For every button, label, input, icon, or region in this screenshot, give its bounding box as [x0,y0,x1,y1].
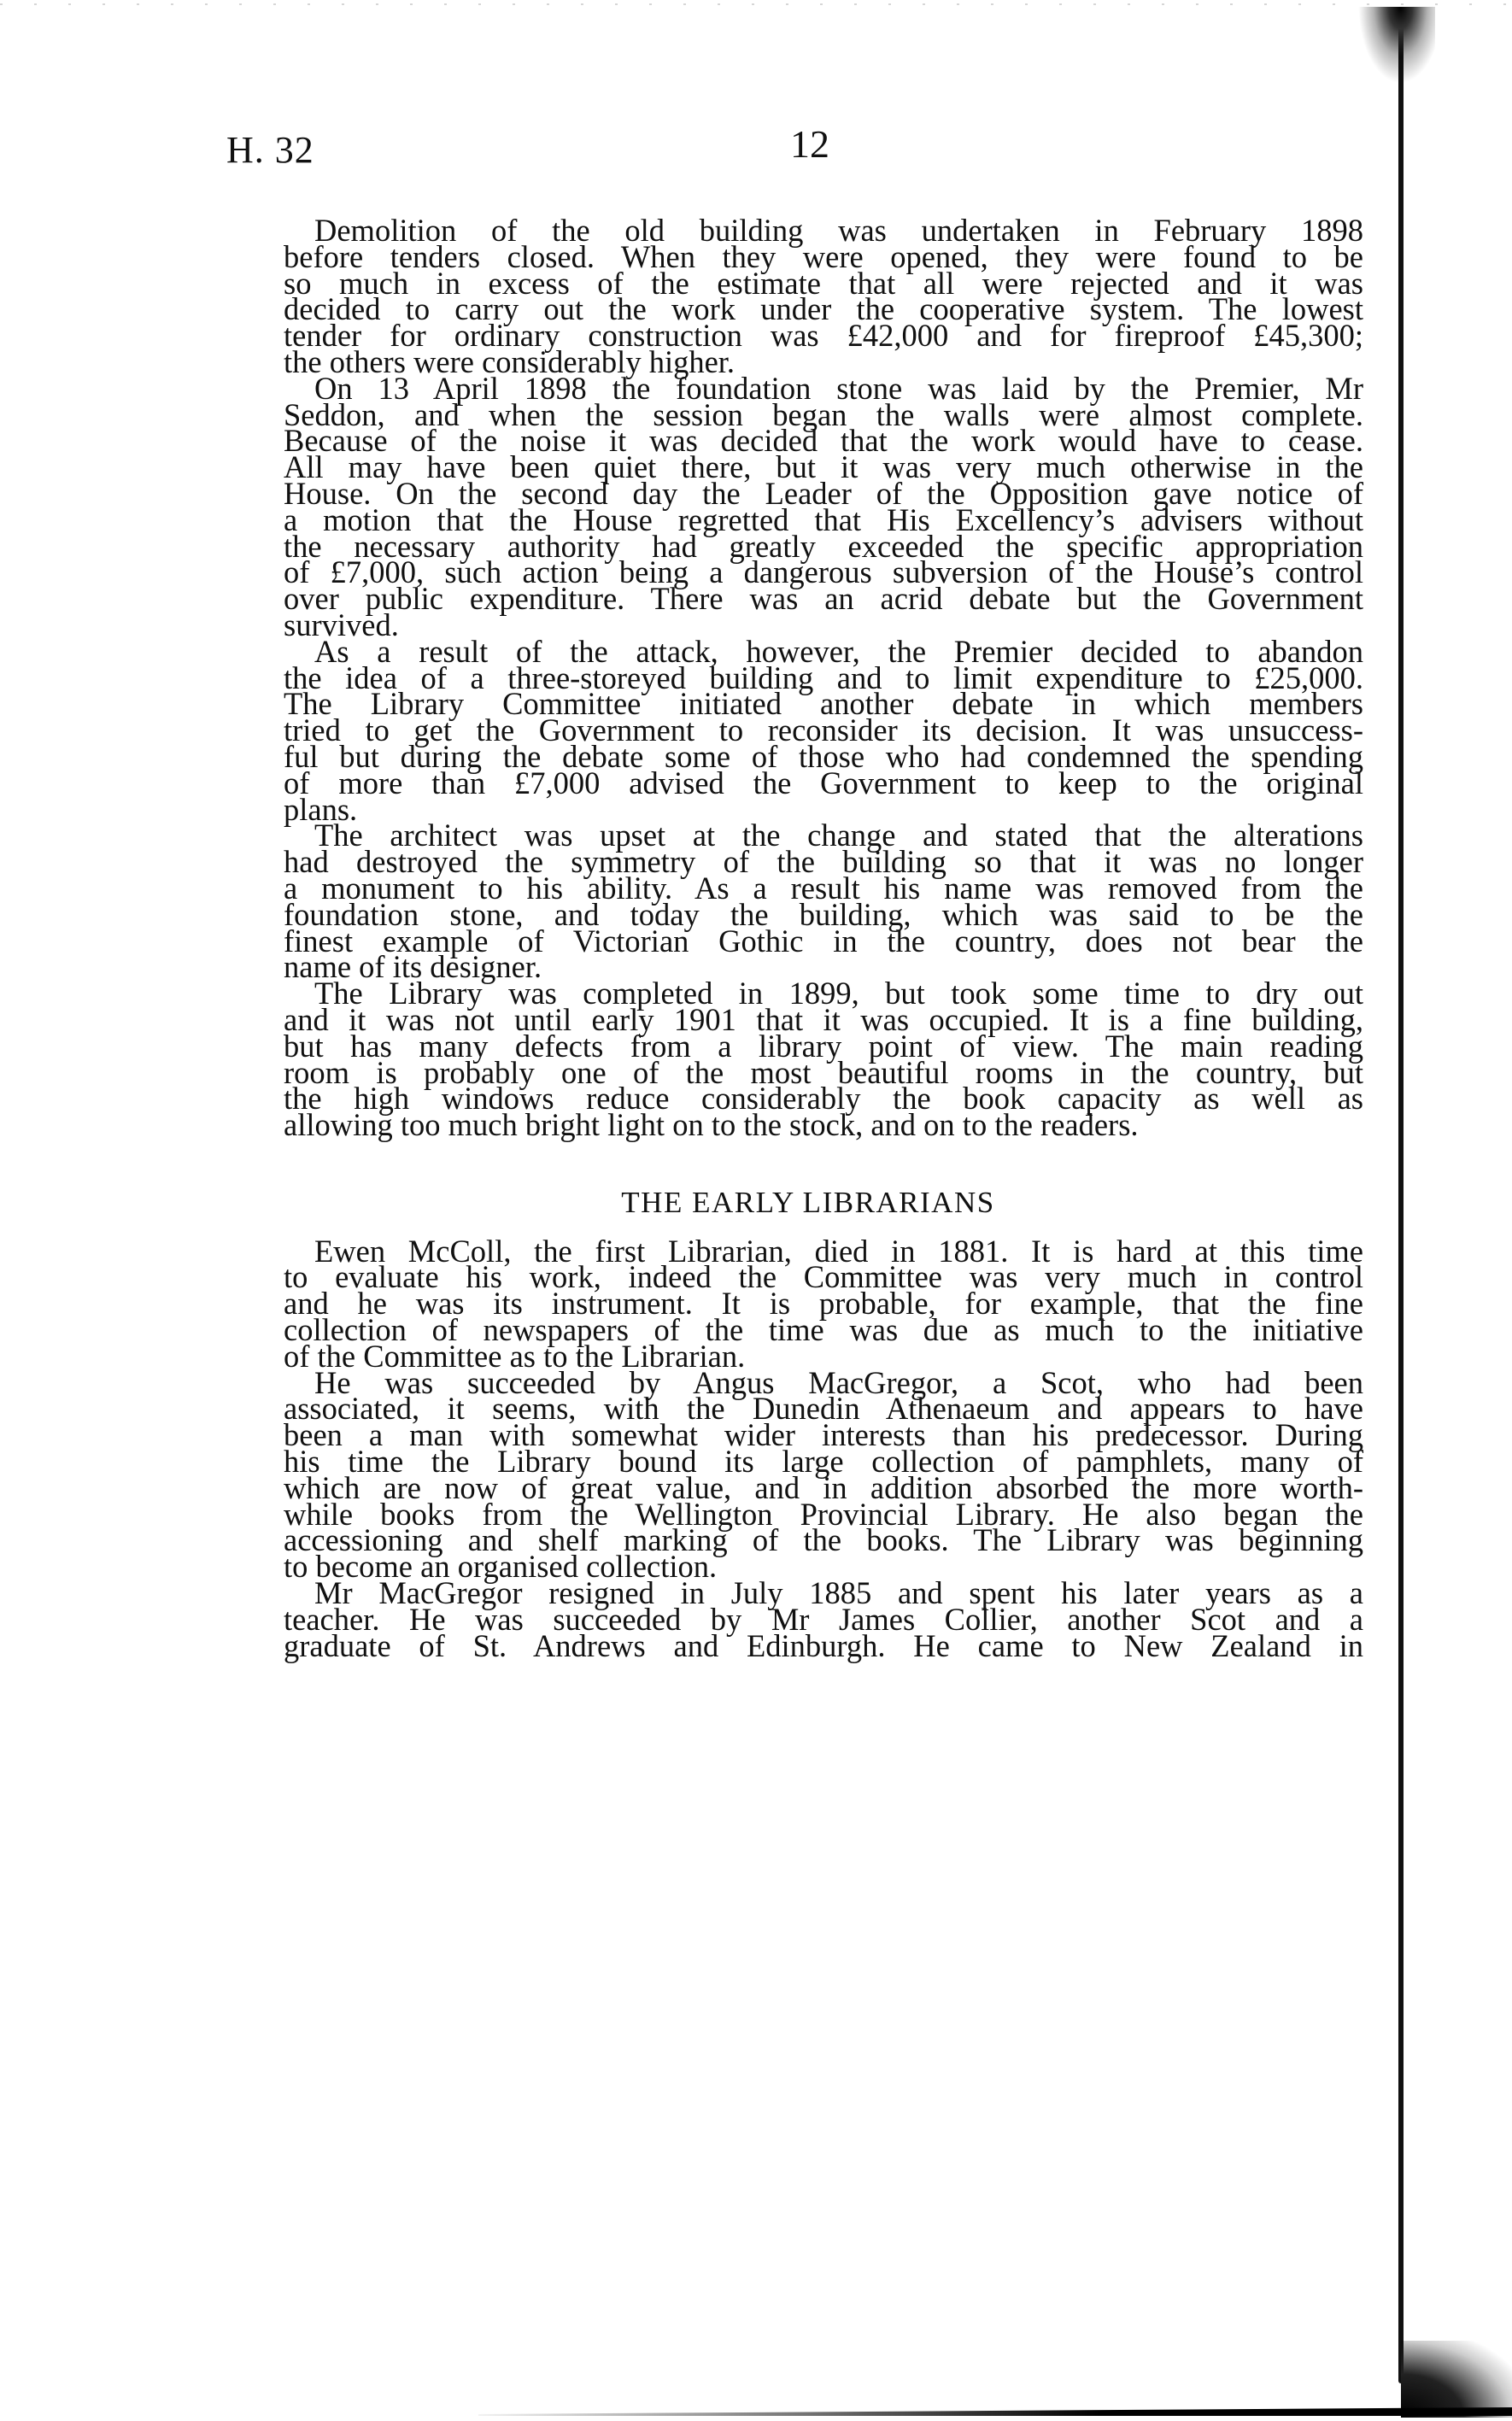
paragraph [253,1364,1363,1585]
text-line: while books from the Wellington Provincial Library. He also began the [284,1496,1363,1532]
text-line: room is probably one of the most beautiful rooms in the country, but [284,1054,1363,1090]
text-line: the necessary authority had greatly exceeded the specific appropriation [284,528,1363,564]
text-line: As a result of the attack, however, the Premier decided to abandon [314,633,1363,669]
text-line: tried to get the Government to reconsider its decision. It was unsuccess- [284,712,1363,748]
text-line: a motion that the House regretted that His Excellency’s advisers without [284,501,1363,537]
text-line: but has many defects from a library point of view. The main reading [284,1028,1363,1064]
text-line: survived. [284,607,399,642]
body-text [253,213,1363,1663]
text-line: of the Committee as to the Librarian. [284,1338,746,1374]
text-line: the high windows reduce considerably the book capacity as well as [284,1081,1363,1117]
text-line: plans. [284,791,358,827]
text-line: to evaluate his work, indeed the Committee was very much in control [284,1259,1363,1295]
page-bottom-edge [478,2407,1512,2416]
text-line: which are now of great value, and in addition absorbed the more worth- [284,1469,1363,1505]
text-line: The Library was completed in 1899, but took some time to dry out [314,976,1363,1011]
text-line: The Library Committee initiated another debate in which members [284,686,1363,722]
paragraphs-before-section [253,213,1363,1143]
text-line: Demolition of the old building was undertaken in February 1898 [314,213,1363,248]
text-line: to become an organised collection. [284,1549,718,1585]
text-line: All may have been quiet there, but it was very much otherwise in the [284,449,1363,485]
text-line: Seddon, and when the session began the walls were almost complete. [284,396,1363,432]
paragraphs-after-section [253,1233,1363,1663]
text-line: over public expenditure. There was an acrid debate but the Government [284,581,1363,617]
binding-shadow [1398,9,1404,2383]
text-line: the idea of a three-storeyed building and to limit expenditure to £25,000. [284,659,1363,695]
text-line: collection of newspapers of the time was due as much to the initiative [284,1312,1363,1348]
text-line: his time the Library bound its large collection of pamphlets, many of [284,1444,1363,1480]
text-line: a monument to his ability. As a result his name was removed from the [284,870,1363,906]
text-line: decided to carry out the work under the cooperative system. The lowest [284,291,1363,327]
text-line: tender for ordinary construction was £42,000 and for fireproof £45,300; [284,318,1363,354]
page-header [226,122,1371,179]
section-heading: THE EARLY LIBRARIANS [621,1185,995,1219]
paragraph [253,1233,1363,1374]
text-line: teacher. He was succeeded by Mr James Collier, another Scot and a [284,1601,1363,1637]
paragraph [253,370,1363,642]
text-line: ful but during the debate some of those who had condemned the spending [284,738,1363,774]
text-line: so much in excess of the estimate that all were rejected and it was [284,265,1363,301]
text-line: name of its designer. [284,949,542,985]
text-line: and he was its instrument. It is probable, for example, that the fine [284,1286,1363,1322]
text-line: of £7,000, such action being a dangerous subversion of the House’s control [284,554,1363,590]
text-line: been a man with somewhat wider interests than his predecessor. During [284,1417,1363,1453]
text-line: Ewen McColl, the first Librarian, died in 1881. It is hard at this time [314,1233,1363,1269]
text-line: of more than £7,000 advised the Government to keep to the original [284,765,1363,800]
binding-shadow-bottom [1401,2341,1512,2418]
text-line: before tenders closed. When they were opened, they were found to be [284,238,1363,274]
text-line: graduate of St. Andrews and Edinburgh. He came to New Zealand in [284,1627,1363,1663]
text-line: He was succeeded by Angus MacGregor, a Scot, who had been [314,1364,1363,1400]
paragraph [253,818,1363,985]
paragraph [253,633,1363,827]
page-number: 12 [790,122,829,166]
text-line: finest example of Victorian Gothic in the country, does not bear the [284,923,1363,958]
text-line: and it was not until early 1901 that it was occupied. It is a fine building, [284,1001,1363,1037]
text-line: foundation stone, and today the building, which was said to be the [284,896,1363,932]
paragraph [253,1575,1363,1663]
text-line: had destroyed the symmetry of the building so that it was no longer [284,844,1363,880]
text-line: The architect was upset at the change and stated that the alterations [314,818,1363,853]
paragraph [253,213,1363,379]
scan-artifact-top [0,3,1512,5]
binding-shadow-top [1358,7,1435,84]
text-line: Mr MacGregor resigned in July 1885 and spent his later years as a [314,1575,1363,1611]
paragraph [253,976,1363,1143]
text-line: On 13 April 1898 the foundation stone was laid by the Premier, Mr [314,370,1363,406]
text-line: House. On the second day the Leader of the Opposition gave notice of [284,475,1363,511]
document-code: H. 32 [226,129,314,171]
text-line: the others were considerably higher. [284,343,735,379]
text-line: associated, it seems, with the Dunedin Athenaeum and appears to have [284,1391,1363,1427]
text-line: accessioning and shelf marking of the books. The Library was beginning [284,1522,1363,1558]
text-line: Because of the noise it was decided that the work would have to cease. [284,423,1363,459]
text-line: allowing too much bright light on to the stock, and on to the readers. [284,1107,1139,1143]
